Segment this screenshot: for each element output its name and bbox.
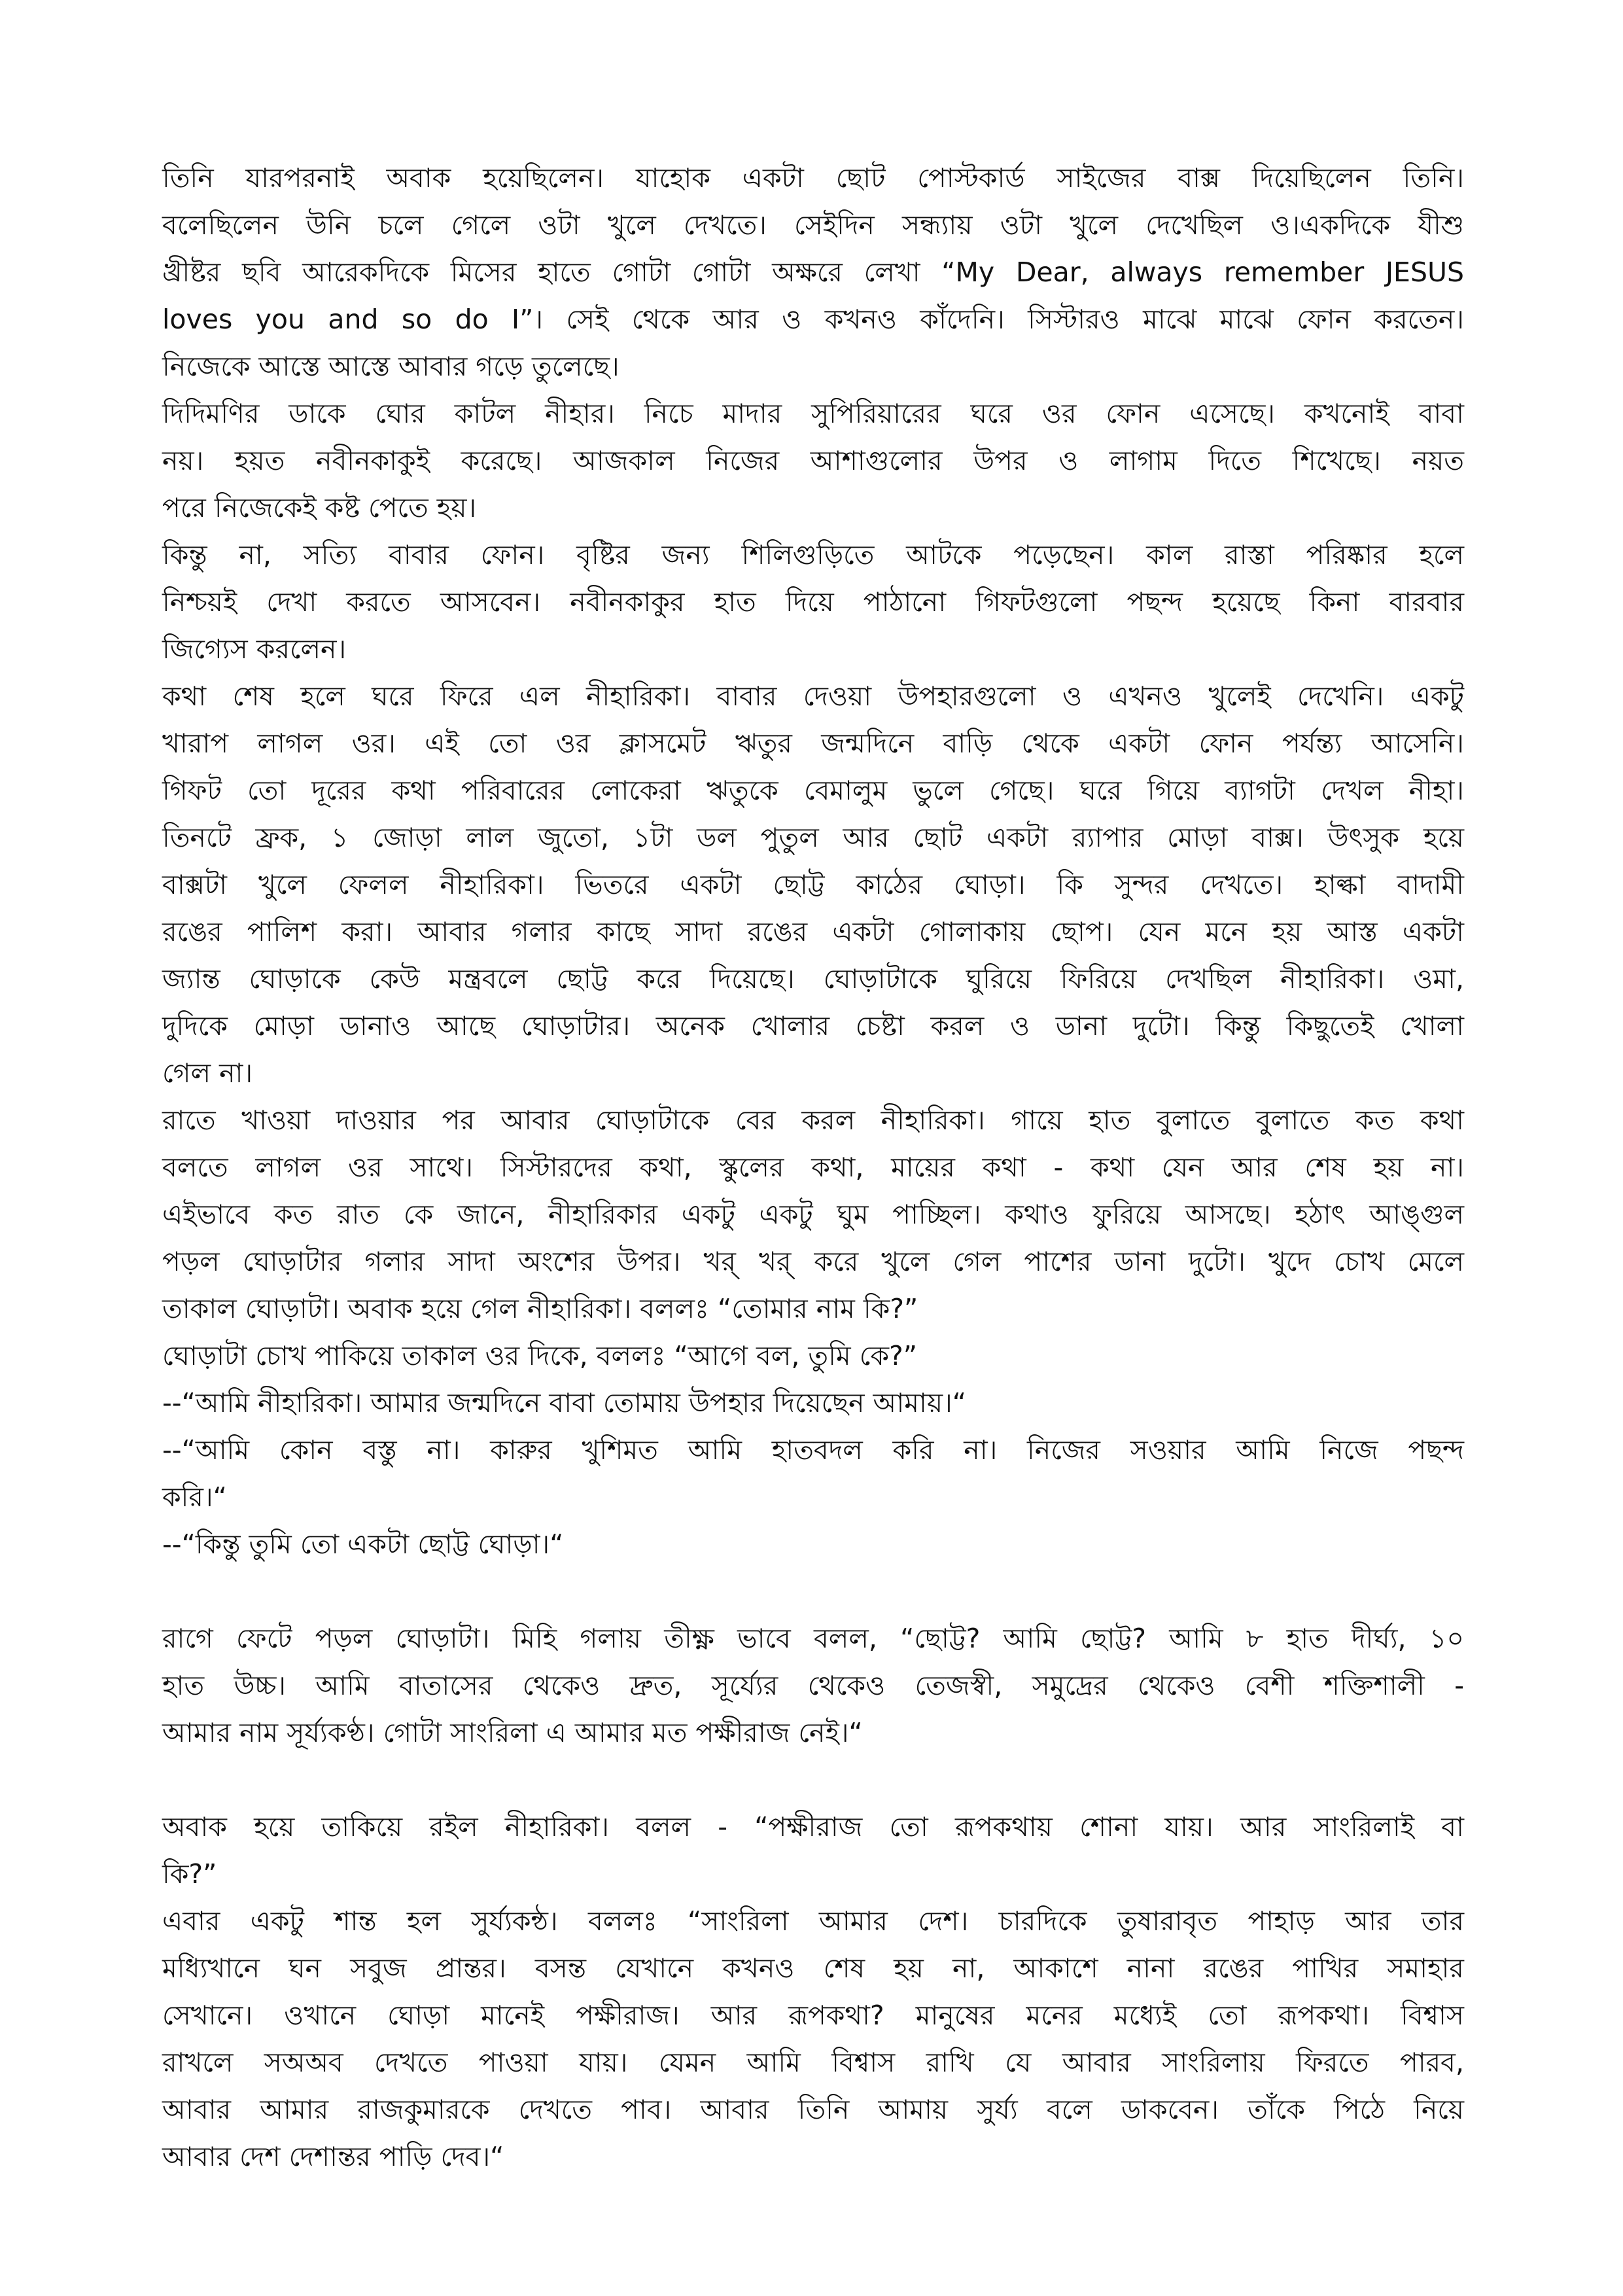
paragraph <box>162 1615 1464 1756</box>
text-line: তিনটে ফ্রক, ১ জোড়া লাল জুতো, ১টা ডল পুতুল আর ছোট একটা র‍্যাপার মোড়া বাক্স। উৎসুক হয়ে <box>162 822 1464 853</box>
text-line: নিশ্চয়ই দেখা করতে আসবেন। নবীনকাকুর হাত দিয়ে পাঠানো গিফটগুলো পছন্দ হয়েছে কিনা বারবার <box>162 586 1464 618</box>
text-line: করি।“ <box>162 1481 227 1513</box>
text-line: বাক্সটা খুলে ফেলল নীহারিকা। ভিতরে একটা ছোট্ট কাঠের ঘোড়া। কি সুন্দর দেখতে। হাল্কা বাদামী <box>162 869 1464 900</box>
text-line: বলেছিলেন উনি চলে গেলে ওটা খুলে দেখতে। সেইদিন সন্ধ্যায় ওটা খুলে দেখেছিল ও।একদিকে যীশু <box>162 209 1464 241</box>
paragraph <box>162 1426 1464 1521</box>
paragraph <box>162 673 1464 1097</box>
text-line: কথা শেষ হলে ঘরে ফিরে এল নীহারিকা। বাবার দেওয়া উপহারগুলো ও এখনও খুলেই দেখেনি। একটু <box>162 680 1464 712</box>
paragraph <box>162 390 1464 531</box>
text-line: দুদিকে মোড়া ডানাও আছে ঘোড়াটার। অনেক খোলার চেষ্টা করল ও ডানা দুটো। কিন্তু কিছুতেই খোলা <box>162 1010 1464 1042</box>
text-line: গিফট তো দূরের কথা পরিবারের লোকেরা ঋতুকে বেমালুম ভুলে গেছে। ঘরে গিয়ে ব্যাগটা দেখল নীহা। <box>162 775 1464 806</box>
text-line: জ্যান্ত ঘোড়াকে কেউ মন্ত্রবলে ছোট্ট করে দিয়েছে। ঘোড়াটাকে ঘুরিয়ে ফিরিয়ে দেখছিল নীহারিকা। ওমা, <box>162 963 1464 995</box>
text-line: --“কিন্তু তুমি তো একটা ছোট্ট ঘোড়া।“ <box>162 1528 564 1560</box>
text-line: মধ্যিখানে ঘন সবুজ প্রান্তর। বসন্ত যেখানে কখনও শেষ হয় না, আকাশে নানা রঙের পাখির সমাহার <box>162 1952 1464 1984</box>
paragraph <box>162 1379 1464 1426</box>
paragraph <box>162 531 1464 673</box>
text-line: এইভাবে কত রাত কে জানে, নীহারিকার একটু একটু ঘুম পাচ্ছিল। কথাও ফুরিয়ে আসছে। হঠাৎ আঙ্গুল <box>162 1199 1464 1230</box>
text-line: খারাপ লাগল ওর। এই তো ওর ক্লাসমেট ঋতুর জন্মদিনে বাড়ি থেকে একটা ফোন পর্যন্ত্য আসেনি। <box>162 728 1464 759</box>
text-line: আবার দেশ দেশান্তর পাড়ি দেব।“ <box>162 2141 504 2172</box>
text-line: নয়। হয়ত নবীনকাকুই করেছে। আজকাল নিজের আশাগুলোর উপর ও লাগাম দিতে শিখেছে। নয়ত <box>162 445 1464 476</box>
text-line: বলতে লাগল ওর সাথে। সিস্টারদের কথা, স্কুলের কথা, মায়ের কথা - কথা যেন আর শেষ হয় না। <box>162 1152 1464 1183</box>
text-line: খ্রীষ্টর ছবি আরেকদিকে মিসের হাতে গোটা গোটা অক্ষরে লেখা “My Dear, always remember JESUS <box>162 256 1464 288</box>
text-line: পড়ল ঘোড়াটার গলার সাদা অংশের উপর। খর্ খর্ করে খুলে গেল পাশের ডানা দুটো। খুদে চোখ মেলে <box>162 1246 1464 1277</box>
text-line: এবার একটু শান্ত হল সুর্য্যকন্ঠ। বললঃ “সাংরিলা আমার দেশ। চারদিকে তুষারাবৃত পাহাড় আর তার <box>162 1905 1464 1937</box>
text-line: loves you and so do I”। সেই থেকে আর ও কখনও কাঁদেনি। সিস্টারও মাঝে মাঝে ফোন করতেন। <box>162 304 1464 335</box>
text-line: তিনি যারপরনাই অবাক হয়েছিলেন। যাহোক একটা ছোট পোস্টকার্ড সাইজের বাক্স দিয়েছিলেন তিনি। <box>162 162 1464 194</box>
text-line: তাকাল ঘোড়াটা। অবাক হয়ে গেল নীহারিকা। বললঃ “তোমার নাম কি?” <box>162 1293 918 1324</box>
paragraph <box>162 154 1464 390</box>
text-line: রঙের পালিশ করা। আবার গলার কাছে সাদা রঙের একটা গোলাকায় ছোপ। যেন মনে হয় আস্ত একটা <box>162 916 1464 947</box>
text-line: গেল না। <box>162 1057 253 1089</box>
text-line: --“আমি নীহারিকা। আমার জন্মদিনে বাবা তোমায় উপহার দিয়েছেন আমায়।“ <box>162 1387 967 1419</box>
paragraph-spacer <box>162 1756 1464 1803</box>
text-line: আমার নাম সূর্য্যকণ্ঠ। গোটা সাংরিলা এ আমার মত পক্ষীরাজ নেই।“ <box>162 1717 863 1748</box>
text-line: রাগে ফেটে পড়ল ঘোড়াটা। মিহি গলায় তীক্ষ্ণ ভাবে বলল, “ছোট্ট? আমি ছোট্ট? আমি ৮ হাত দীর্ঘ্য, ১০ <box>162 1623 1464 1654</box>
text-line: সেখানে। ওখানে ঘোড়া মানেই পক্ষীরাজ। আর রূপকথা? মানুষের মনের মধ্যেই তো রূপকথা। বিশ্বাস <box>162 2000 1464 2031</box>
text-line: হাত উচ্চ। আমি বাতাসের থেকেও দ্রুত, সূর্য্যের থেকেও তেজস্বী, সমুদ্রের থেকেও বেশী শক্তিশালী - <box>162 1670 1464 1701</box>
text-line: নিজেকে আস্তে আস্তে আবার গড়ে তুলেছে। <box>162 351 620 382</box>
text-line: কি?” <box>162 1858 217 1890</box>
paragraph <box>162 1097 1464 1332</box>
paragraph <box>162 1898 1464 2180</box>
paragraph <box>162 1332 1464 1379</box>
text-line: কিন্তু না, সত্যি বাবার ফোন। বৃষ্টির জন্য শিলিগুড়িতে আটকে পড়েছেন। কাল রাস্তা পরিষ্কার হলে <box>162 539 1464 571</box>
text-line: জিগ্যেস করলেন। <box>162 633 347 665</box>
text-line: --“আমি কোন বস্তু না। কারুর খুশিমত আমি হাতবদল করি না। নিজের সওয়ার আমি নিজে পছন্দ <box>162 1434 1465 1466</box>
paragraph <box>162 1521 1464 1568</box>
text-line: পরে নিজেকেই কষ্ট পেতে হয়। <box>162 492 477 523</box>
text-line: দিদিমণির ডাকে ঘোর কাটল নীহার। নিচে মাদার সুপিরিয়ারের ঘরে ওর ফোন এসেছে। কখনোই বাবা <box>162 398 1464 429</box>
text-line: রাতে খাওয়া দাওয়ার পর আবার ঘোড়াটাকে বের করল নীহারিকা। গায়ে হাত বুলাতে বুলাতে কত কথা <box>162 1104 1464 1136</box>
text-line: রাখলে সঅঅব দেখতে পাওয়া যায়। যেমন আমি বিশ্বাস রাখি যে আবার সাংরিলায় ফিরতে পারব, <box>162 2047 1464 2078</box>
text-line: আবার আমার রাজকুমারকে দেখতে পাব। আবার তিনি আমায় সুর্য্য বলে ডাকবেন। তাঁকে পিঠে নিয়ে <box>162 2094 1464 2125</box>
paragraph-spacer <box>162 1568 1464 1615</box>
text-line: ঘোড়াটা চোখ পাকিয়ে তাকাল ওর দিকে, বললঃ “আগে বল, তুমি কে?” <box>162 1340 918 1371</box>
paragraph <box>162 1803 1464 1898</box>
story-text <box>162 154 1464 2180</box>
text-line: অবাক হয়ে তাকিয়ে রইল নীহারিকা। বলল - “পক্ষীরাজ তো রূপকথায় শোনা যায়। আর সাংরিলাই বা <box>162 1811 1464 1843</box>
